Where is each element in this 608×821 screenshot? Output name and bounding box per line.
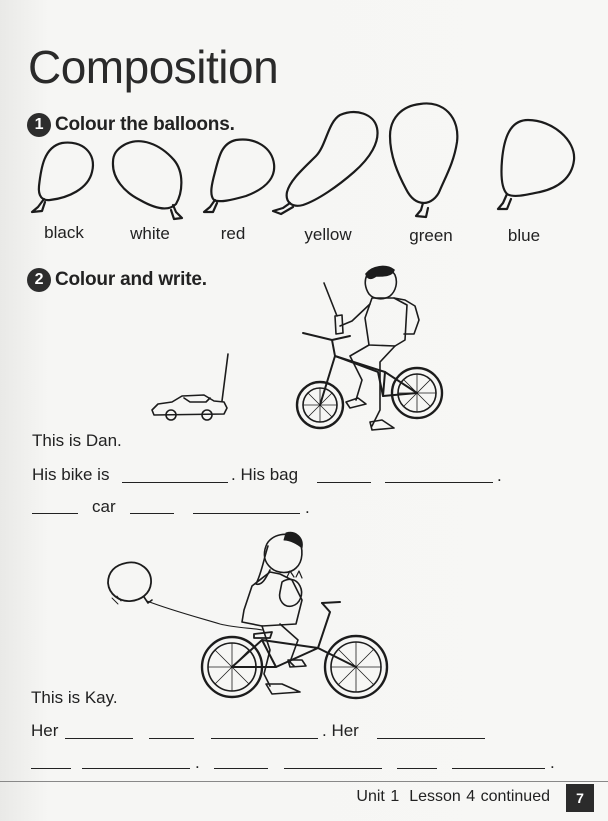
exercise-1-number: 1: [27, 113, 51, 137]
kay-figure[interactable]: [242, 532, 306, 694]
kay-intro: This is Kay.: [31, 688, 118, 707]
balloon-label-green: green: [409, 226, 453, 245]
footer-lesson-info: [356, 787, 550, 807]
page-number: 7: [566, 784, 594, 812]
blank-kay-line1-4[interactable]: [377, 738, 485, 739]
dan-line1-mid: . His bag: [231, 465, 299, 484]
footer-rule: [0, 781, 608, 782]
page-title: Composition: [28, 41, 279, 93]
dan-intro: This is Dan.: [32, 431, 122, 450]
kay-line2-dot2: .: [550, 753, 555, 772]
exercise-2-number: 2: [27, 268, 51, 292]
dan-line2-end: .: [305, 498, 310, 517]
blank-kay-line1-3[interactable]: [211, 738, 318, 739]
blank-kay-line2-2[interactable]: [82, 768, 190, 769]
blank-kay-line2-1[interactable]: [31, 768, 71, 769]
balloon-label-yellow: yellow: [304, 225, 352, 244]
blank-kay-line1-2[interactable]: [149, 738, 194, 739]
blank-kay-line2-6[interactable]: [452, 768, 545, 769]
blank-kay-line1-1[interactable]: [65, 738, 133, 739]
kay-line1-mid: . Her: [322, 721, 359, 740]
dan-line2-word: car: [92, 497, 116, 516]
balloon-label-red: red: [220, 224, 246, 243]
kay-balloon[interactable]: [108, 562, 262, 630]
balloon-label-blue: blue: [507, 226, 541, 245]
dan-line1-start: His bike is: [32, 465, 110, 484]
balloon-label-white: white: [130, 224, 170, 243]
kay-line1-start: Her: [31, 721, 59, 740]
footer-lesson: Lesson 4 continued: [409, 788, 550, 805]
blank-kay-line2-5[interactable]: [397, 768, 437, 769]
balloon-label-black: black: [44, 223, 84, 242]
dan-line1-end: .: [497, 466, 502, 485]
blank-kay-line2-4[interactable]: [284, 768, 382, 769]
kay-line2-dot1: .: [195, 753, 200, 772]
exercise-2-instruction: Colour and write.: [55, 269, 207, 290]
exercise-1-instruction: Colour the balloons.: [55, 114, 235, 135]
footer-unit: Unit 1: [356, 788, 400, 805]
blank-kay-line2-3[interactable]: [214, 768, 268, 769]
